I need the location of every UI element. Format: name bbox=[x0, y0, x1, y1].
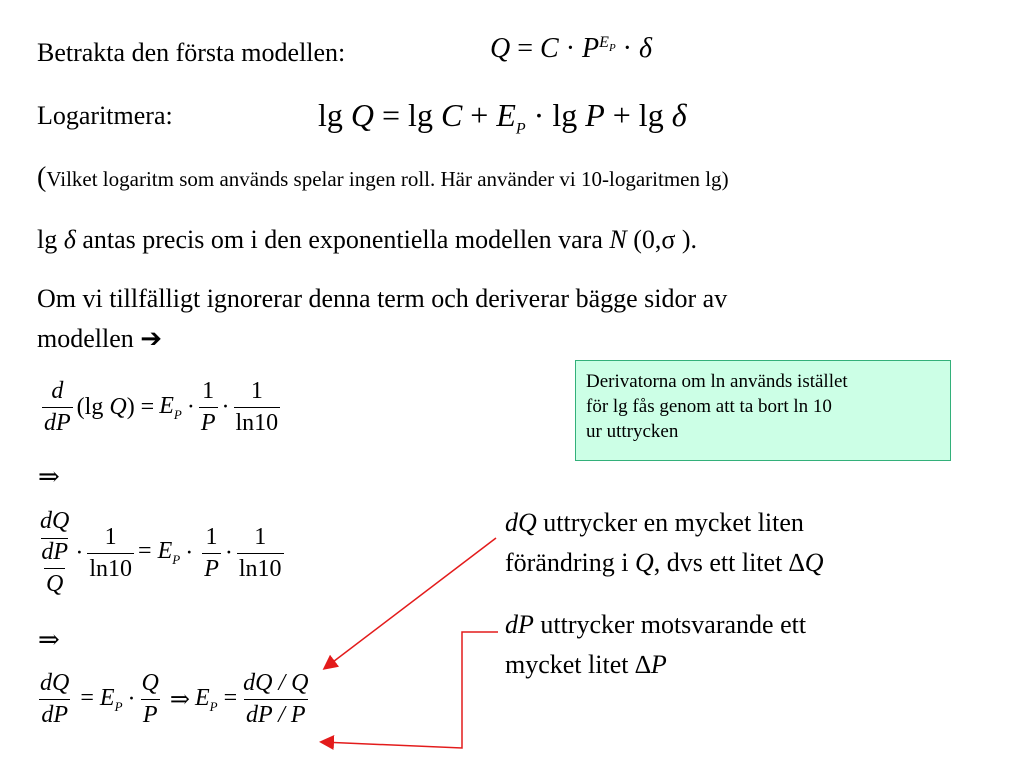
equation-derivative-lg: $\frac{d}{dP}$ (lg Q) = $E_P$ · $\frac{1}{P}$ · $\frac{1}{\ln 10}$ bbox=[44, 378, 279, 436]
intro-text: Betrakta den första modellen: bbox=[37, 38, 346, 67]
equation-rearranged: dQ dP Q · $\frac{1}{\ln 10}$ = $E_P$ · $\frac{1}{P}$ · $\frac{1}{\ln 10}$ bbox=[40, 508, 282, 597]
callout-line: Derivatorna om ln används istället bbox=[586, 371, 848, 392]
model-formula: $Q = C \cdot P^{E_P} \cdot \delta$ bbox=[490, 33, 653, 64]
log-formula: $\lg Q = \lg C + E_P \cdot \lg P + \lg \delta$ bbox=[318, 97, 687, 138]
logarithm-label: Logaritmera: bbox=[37, 101, 173, 130]
dq-arrow bbox=[325, 538, 496, 668]
dp-note-line1: dP uttrycker motsvarande ett bbox=[505, 610, 807, 639]
derivative-intro-line1: Om vi tillfälligt ignorerar denna term och deriverar bägge sidor av bbox=[37, 284, 728, 313]
log-note: (Vilket logaritm som används spelar ingen roll. Här använder vi 10-logaritmen lg) bbox=[37, 162, 729, 193]
dq-note-line1: dQ uttrycker en mycket liten bbox=[505, 508, 804, 537]
delta-assumption: lg δ antas precis om i den exponentiella modellen vara N (0,σ ). bbox=[37, 225, 698, 254]
equation-elasticity: $\frac{dQ}{dP}$ = $E_P$ · $\frac{Q}{P}$ ⇒ $E_P$ = $\frac{dQ / Q}{dP / P}$ bbox=[40, 670, 309, 728]
dq-note-line2: förändring i Q, dvs ett litet ∆Q bbox=[505, 548, 824, 577]
callout-line: ur uttrycken bbox=[586, 421, 679, 442]
right-arrow-icon: ➔ bbox=[140, 324, 163, 353]
implies-symbol: ⇒ bbox=[38, 625, 60, 654]
derivative-intro-line2: modellen ➔ bbox=[37, 324, 163, 353]
implies-symbol: ⇒ bbox=[38, 462, 60, 491]
callout-line: för lg fås genom att ta bort ln 10 bbox=[586, 396, 832, 417]
dp-note-line2: mycket litet ∆P bbox=[505, 650, 667, 679]
